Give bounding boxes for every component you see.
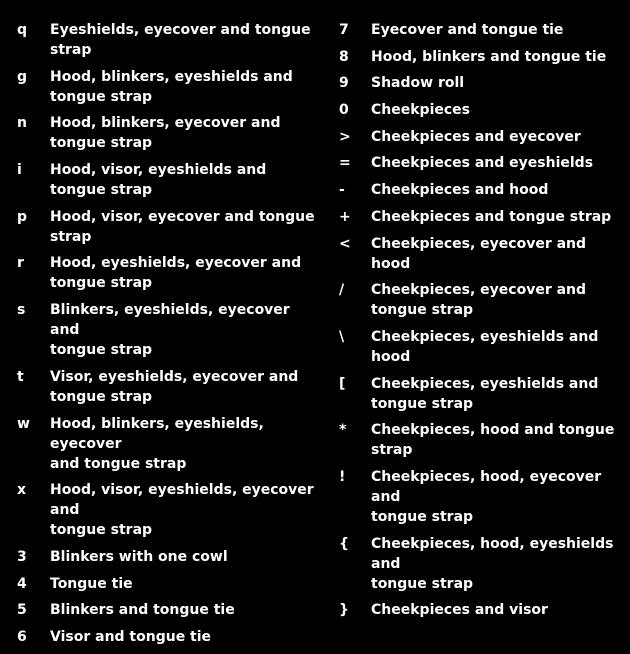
entry-description: Cheekpieces, eyeshields and hood bbox=[371, 328, 599, 365]
entry-description: Hood, visor, eyecover and tongue strap bbox=[50, 208, 315, 245]
entry-description: Cheekpieces, hood, eyecover and tongue strap bbox=[371, 468, 602, 525]
entry-description: Visor and tongue tie bbox=[50, 628, 212, 645]
entry-code: r bbox=[17, 255, 24, 272]
entry-description: Cheekpieces, eyecover and tongue strap bbox=[371, 282, 587, 319]
entry-description: Cheekpieces and eyeshields bbox=[371, 155, 594, 172]
entry-description: Hood, blinkers, eyecover and tongue strap bbox=[50, 115, 281, 152]
legend-entry bbox=[339, 100, 624, 120]
entry-code: 4 bbox=[17, 575, 27, 592]
legend-entry bbox=[17, 20, 317, 60]
legend-entry bbox=[339, 180, 624, 200]
entry-description: Hood, blinkers, eyeshields, eyecover and tongue strap bbox=[50, 415, 264, 472]
legend-entry bbox=[17, 300, 317, 360]
entry-code: 6 bbox=[17, 628, 27, 645]
legend-entry bbox=[339, 327, 624, 367]
entry-description: Hood, eyeshields, eyecover and tongue strap bbox=[50, 255, 302, 292]
entry-code: i bbox=[17, 162, 22, 179]
entry-code: w bbox=[17, 415, 30, 432]
entry-description: Hood, blinkers and tongue tie bbox=[371, 48, 607, 65]
entry-code: } bbox=[339, 602, 349, 619]
entry-description: Cheekpieces, eyecover and hood bbox=[371, 235, 587, 272]
entry-code: \ bbox=[339, 328, 345, 345]
entry-code: > bbox=[339, 128, 351, 145]
entry-code: ! bbox=[339, 468, 346, 485]
legend-entry bbox=[17, 160, 317, 200]
legend-entry bbox=[339, 234, 624, 274]
legend-entry bbox=[339, 374, 624, 414]
entry-code: p bbox=[17, 208, 28, 225]
legend-entry bbox=[17, 207, 317, 247]
entry-code: 7 bbox=[339, 22, 349, 38]
entry-description: Cheekpieces and hood bbox=[371, 182, 549, 199]
entry-description: Cheekpieces, eyeshields and tongue strap bbox=[371, 375, 599, 412]
legend-entry bbox=[17, 627, 317, 647]
entry-description: Cheekpieces and visor bbox=[371, 602, 548, 619]
legend-entry bbox=[17, 547, 317, 567]
left-column bbox=[17, 20, 317, 654]
entry-code: n bbox=[17, 115, 27, 132]
legend-entry bbox=[339, 207, 624, 227]
legend-entry bbox=[339, 127, 624, 147]
entry-code: 3 bbox=[17, 548, 27, 565]
entry-code: 0 bbox=[339, 102, 349, 119]
entry-code: q bbox=[17, 22, 28, 38]
entry-code: = bbox=[339, 155, 351, 172]
legend-entry bbox=[339, 534, 624, 594]
entry-description: Hood, visor, eyeshields and tongue strap bbox=[50, 162, 267, 199]
entry-description: Eyeshields, eyecover and tongue strap bbox=[50, 22, 311, 58]
right-column bbox=[339, 20, 624, 627]
entry-code: 8 bbox=[339, 48, 349, 65]
legend-entry bbox=[17, 67, 317, 107]
legend-entry bbox=[17, 414, 317, 474]
legend-entry bbox=[339, 420, 624, 460]
entry-code: 9 bbox=[339, 75, 349, 92]
entry-description: Blinkers, eyeshields, eyecover and tongue strap bbox=[50, 302, 290, 359]
legend-entry bbox=[17, 600, 317, 620]
entry-description: Cheekpieces and tongue strap bbox=[371, 208, 612, 225]
legend-entry bbox=[339, 73, 624, 93]
entry-description: Cheekpieces, hood, eyeshields and tongue strap bbox=[371, 535, 614, 592]
legend-entry bbox=[339, 153, 624, 173]
entry-code: * bbox=[339, 422, 347, 439]
entry-code: + bbox=[339, 208, 351, 225]
legend-entry bbox=[339, 600, 624, 620]
entry-description: Cheekpieces, hood and tongue strap bbox=[371, 422, 615, 459]
entry-description: Tongue tie bbox=[50, 575, 133, 592]
entry-description: Blinkers and tongue tie bbox=[50, 602, 235, 619]
entry-code: t bbox=[17, 368, 24, 385]
entry-code: - bbox=[339, 182, 345, 199]
entry-description: Hood, blinkers, eyeshields and tongue strap bbox=[50, 68, 293, 105]
entry-description: Blinkers with one cowl bbox=[50, 548, 228, 565]
legend-entry bbox=[339, 47, 624, 67]
entry-code: s bbox=[17, 302, 26, 319]
entry-code: < bbox=[339, 235, 351, 252]
legend-entry bbox=[17, 113, 317, 153]
entry-code: / bbox=[339, 282, 345, 299]
entry-code: [ bbox=[339, 375, 346, 392]
entry-code: x bbox=[17, 482, 27, 499]
legend-entry bbox=[17, 574, 317, 594]
entry-code: 5 bbox=[17, 602, 27, 619]
legend-entry bbox=[339, 467, 624, 527]
entry-description: Visor, eyeshields, eyecover and tongue strap bbox=[50, 368, 299, 405]
legend-entry bbox=[17, 367, 317, 407]
entry-code: g bbox=[17, 68, 28, 85]
entry-description: Shadow roll bbox=[371, 75, 465, 92]
entry-description: Hood, visor, eyeshields, eyecover and tongue strap bbox=[50, 482, 314, 539]
legend-entry bbox=[339, 20, 624, 40]
legend-entry bbox=[17, 480, 317, 540]
legend-entry bbox=[339, 280, 624, 320]
entry-description: Cheekpieces bbox=[371, 102, 470, 119]
entry-description: Eyecover and tongue tie bbox=[371, 22, 564, 38]
entry-code: { bbox=[339, 535, 349, 552]
entry-description: Cheekpieces and eyecover bbox=[371, 128, 581, 145]
legend-entry bbox=[17, 253, 317, 293]
